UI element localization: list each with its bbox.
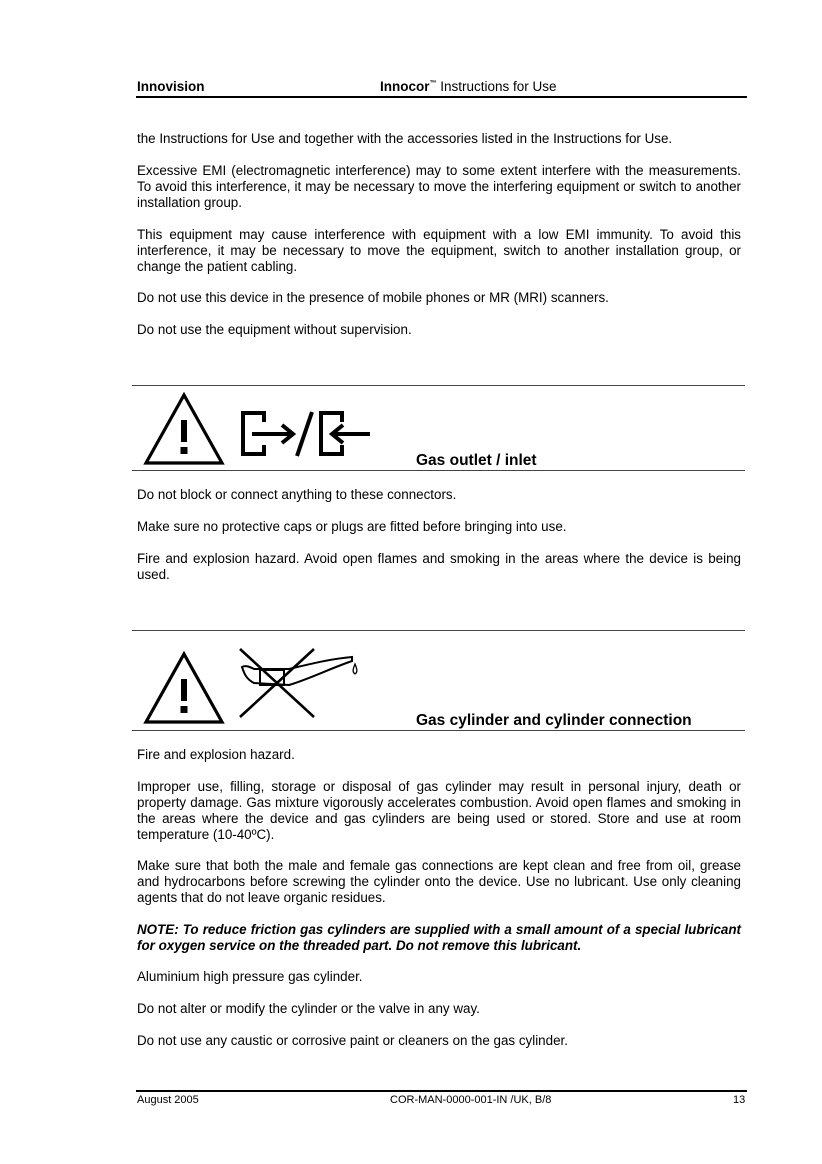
paragraph-fire-explosion: Fire and explosion hazard. [137,747,295,762]
paragraph-do-not-alter: Do not alter or modify the cylinder or the valve in any way. [137,1001,480,1016]
section-title-rule [132,470,745,471]
footer-page-number: 13 [733,1094,746,1106]
paragraph-protective-caps: Make sure no protective caps or plugs are fitted before bringing into use. [137,519,567,534]
paragraph-emi-immunity: This equipment may cause interference with equipment with a low EMI immunity. To avoid this interference, it may be necessary to move the equipment, switch to another installation group, or change the patient cabling. [137,227,741,274]
footer-rule [136,1090,747,1092]
paragraph-emi-interference: Excessive EMI (electromagnetic interference) may to some extent interfere with the measurements. To avoid this interference, it may be necessary to move the interfering equipment or switch to another installation group. [137,163,741,210]
warning-triangle-icon [143,651,225,725]
section-title-rule-2 [132,730,745,731]
no-oil-icon [234,645,364,721]
paragraph-improper-use: Improper use, filling, storage or disposal of gas cylinder may result in personal injury, death or property damage. Gas mixture vigorously accelerates combustion. Avoid open flames and smoking in the areas where the device and gas cylinders are being used or stored. Store and use at room temperature (10-40ºC). [137,779,741,842]
paragraph-do-not-block: Do not block or connect anything to these connectors. [137,487,457,502]
header-product: Innocor [380,79,430,94]
section-title-gas-outlet: Gas outlet / inlet [416,452,537,469]
header-title [380,79,557,94]
section-top-rule [132,385,745,386]
gas-inlet-icon [321,413,370,454]
footer-date: August 2005 [137,1094,199,1106]
paragraph-clean-connections: Make sure that both the male and female gas connections are kept clean and free from oil, grease and hydrocarbons before screwing the cylinder onto the device. Use no lubricant. Use only cleaning agents that do not leave organic residues. [137,858,741,905]
header-company: Innovision [137,79,205,94]
note-lubricant: NOTE: To reduce friction gas cylinders are supplied with a small amount of a special lubricant for oxygen service on the threaded part. Do not remove this lubricant. [137,922,741,953]
gas-outlet-inlet-symbol [240,410,376,460]
paragraph-mobile-phones: Do not use this device in the presence of mobile phones or MR (MRI) scanners. [137,290,609,305]
paragraph-fire-hazard: Fire and explosion hazard. Avoid open flames and smoking in the areas where the device is being used. [137,551,741,582]
footer-doc-id: COR-MAN-0000-001-IN /UK, B/8 [390,1094,552,1106]
paragraph-no-caustic: Do not use any caustic or corrosive paint or cleaners on the gas cylinder. [137,1033,568,1048]
section-top-rule-2 [132,630,745,631]
paragraph-supervision: Do not use the equipment without supervision. [137,322,412,337]
trademark-mark: ™ [429,80,437,87]
gas-outlet-icon [243,413,293,454]
warning-triangle-icon [143,392,225,466]
section-title-gas-cylinder: Gas cylinder and cylinder connection [416,712,692,729]
header-doc-title: Instructions for Use [436,79,557,94]
paragraph-accessories: the Instructions for Use and together with the accessories listed in the Instructions for Use. [137,131,673,146]
paragraph-aluminium-cylinder: Aluminium high pressure gas cylinder. [137,969,363,984]
header-rule [136,96,747,98]
